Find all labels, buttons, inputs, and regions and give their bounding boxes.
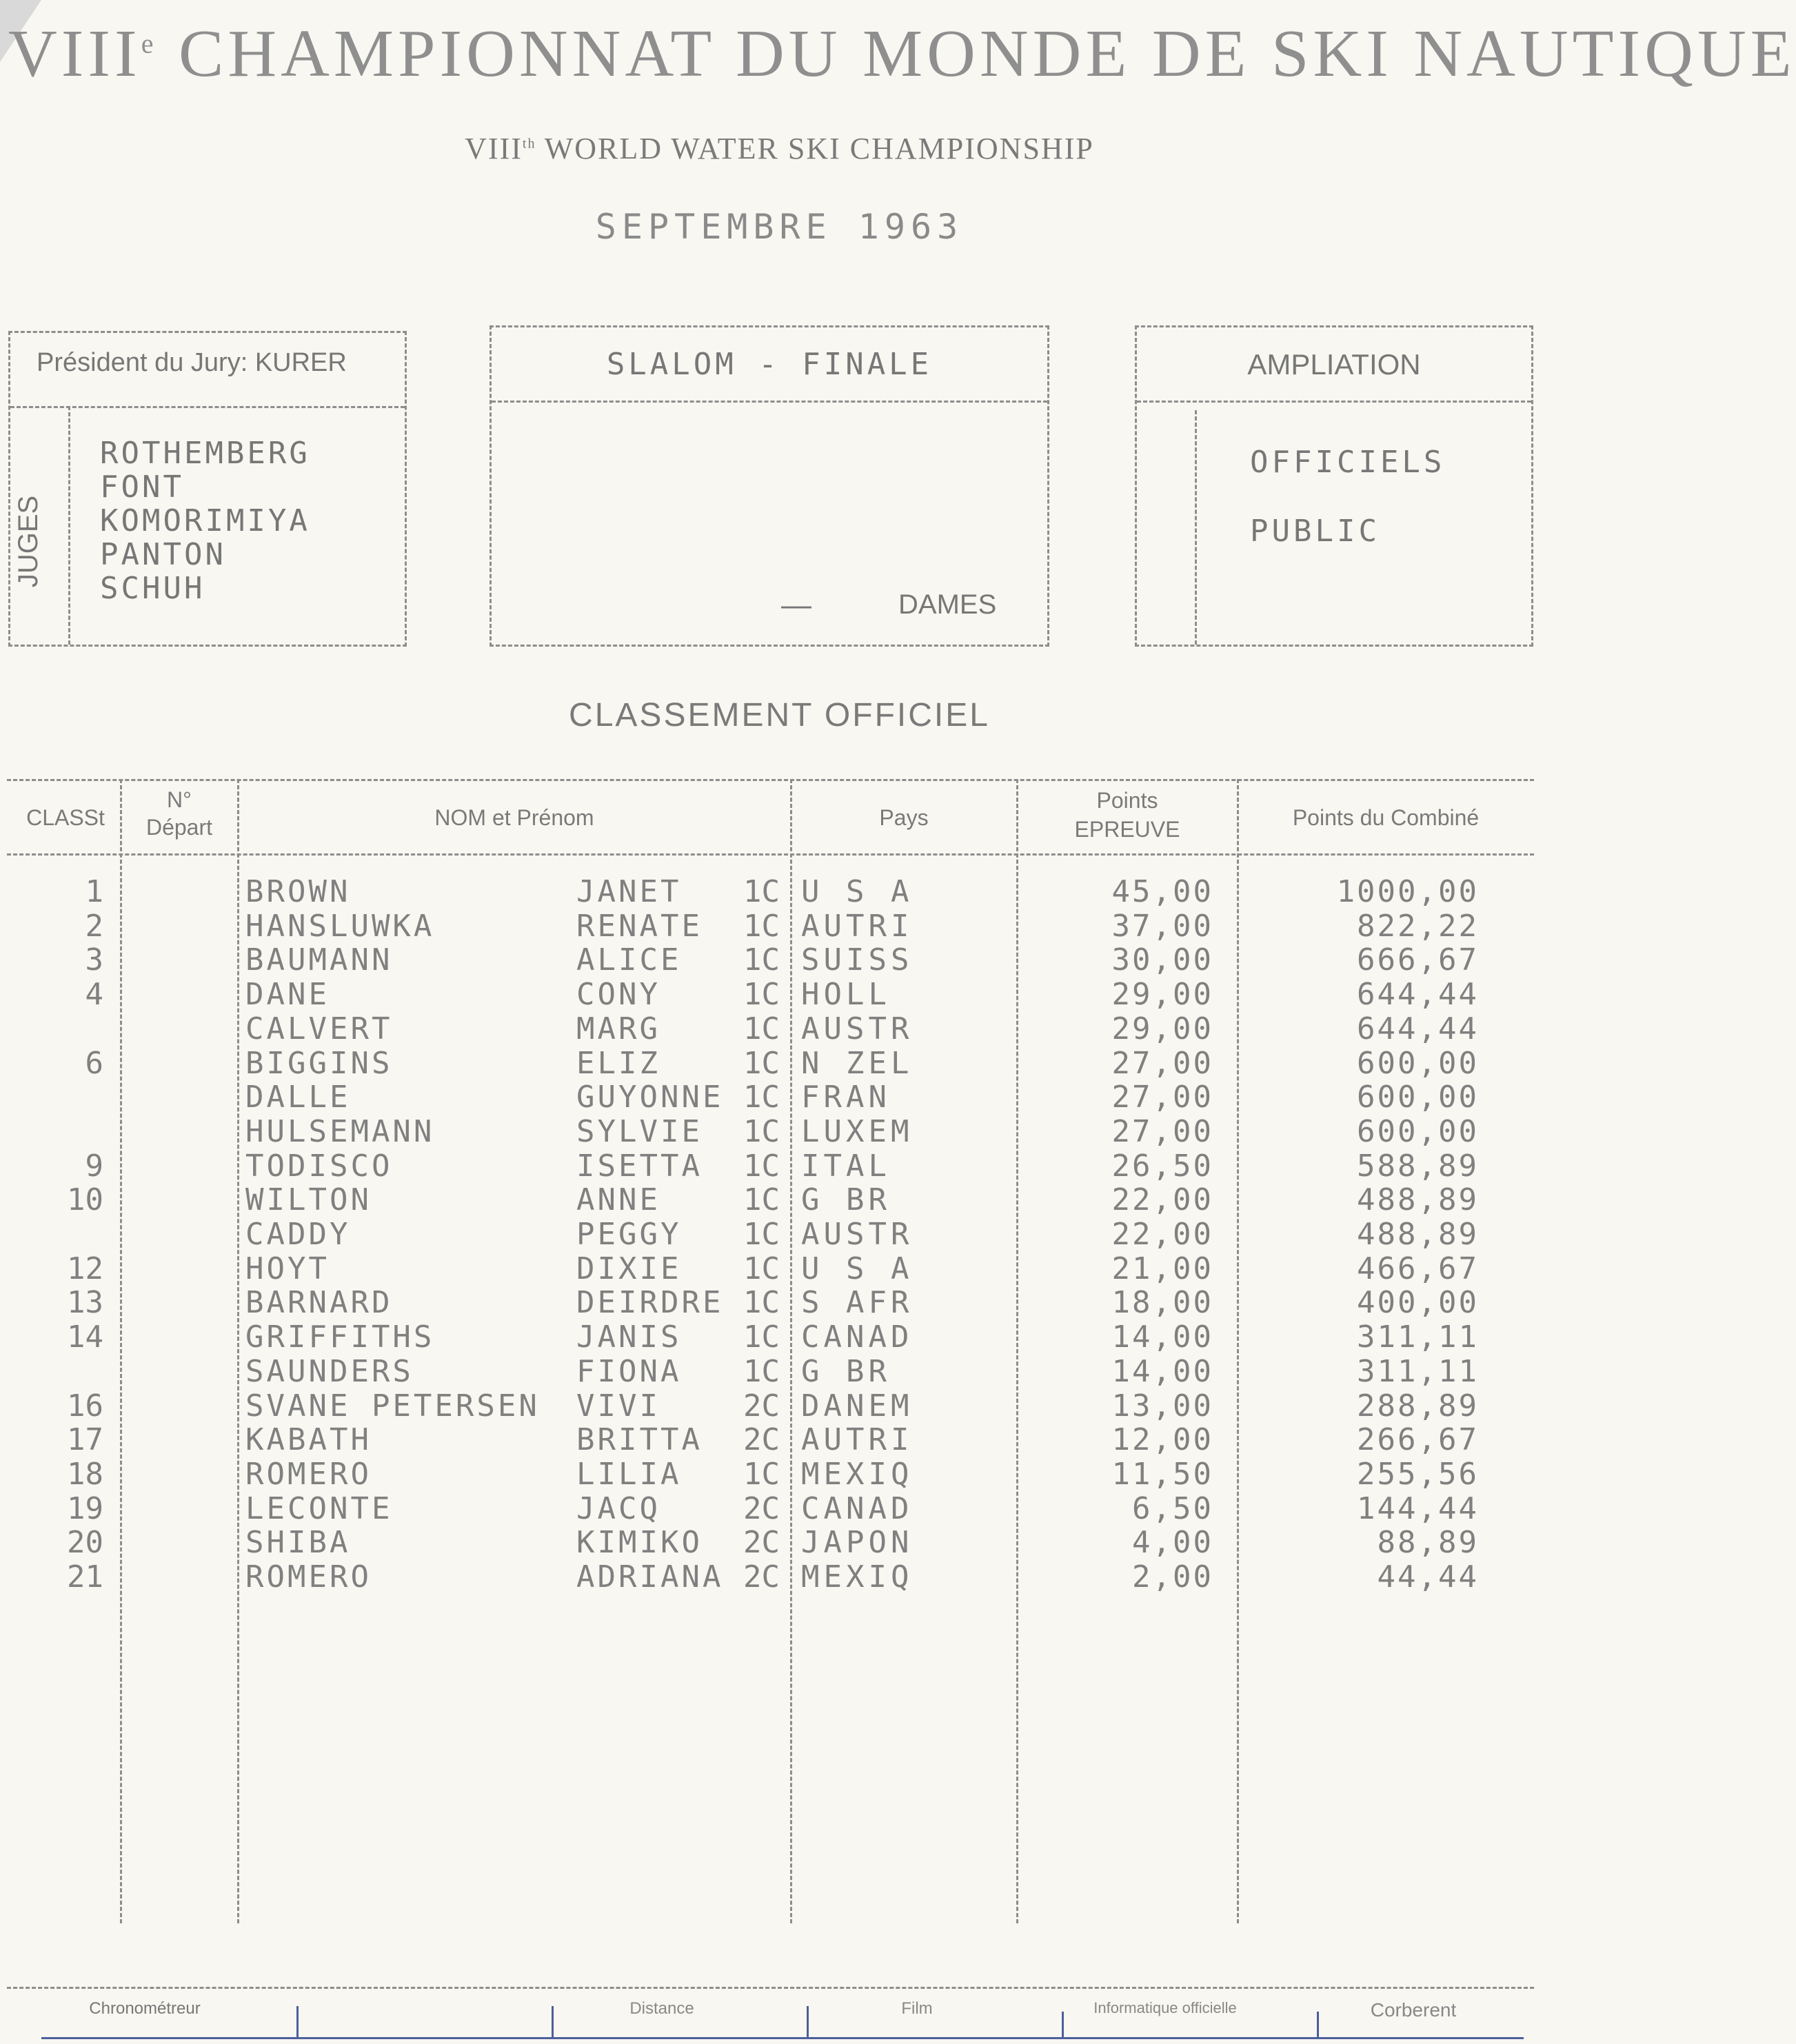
footer-top-rule [7,1987,1534,1989]
last-name-cell: LECONTE [245,1490,393,1526]
country-cell: JAPON [801,1525,914,1561]
combine-points-cell: 266,67 [1357,1422,1479,1458]
juges-label: JUGES [13,495,44,588]
footer-tick [807,2006,809,2037]
country-cell: AUTRI [801,908,914,944]
footer-label: Film [901,1999,933,2018]
rank-cell: 16 [67,1388,103,1424]
points-cell: 13,00 [1111,1388,1213,1424]
category-cell: 1C [743,977,780,1013]
judges-list [100,436,310,605]
first-name-cell: FIONA [576,1353,682,1389]
header-depart-no [123,786,236,841]
first-name-cell: ALICE [576,942,682,978]
points-cell: 2,00 [1132,1559,1213,1595]
table-row [0,1491,1559,1526]
ampliation-box [1135,325,1533,647]
category-cell: 1C [743,1319,780,1355]
category-cell: 1C [743,1148,780,1184]
table-row [0,1354,1559,1388]
juges-column-divider [68,406,70,645]
championship-subtitle [0,131,1559,166]
combine-points-cell: 822,22 [1357,908,1479,944]
points-cell: 37,00 [1111,908,1213,944]
table-row [0,1559,1559,1594]
combine-points-cell: 311,11 [1357,1353,1479,1389]
combine-points-cell: 666,67 [1357,942,1479,978]
last-name-cell: KABATH [245,1422,372,1458]
first-name-cell: MARG [576,1011,660,1046]
points-cell: 14,00 [1111,1319,1213,1355]
country-cell: LUXEM [801,1113,914,1149]
footer-label: Corberent [1370,1999,1457,2021]
last-name-cell: HANSLUWKA [245,908,435,944]
footer-tick [296,2006,299,2037]
first-name-cell: VIVI [576,1388,660,1424]
rank-cell: 17 [67,1422,103,1458]
rank-cell: 2 [85,908,103,944]
last-name-cell: SVANE PETERSEN [245,1388,540,1424]
last-name-cell: ROMERO [245,1456,372,1492]
country-cell: CANAD [801,1490,914,1526]
first-name-cell: ANNE [576,1182,660,1218]
last-name-cell: HOYT [245,1251,330,1286]
country-cell: AUSTR [801,1217,914,1252]
rank-cell: 14 [67,1319,103,1355]
table-row [0,1080,1559,1114]
ampliation-public: PUBLIC [1250,514,1380,549]
first-name-cell: CONY [576,977,660,1013]
event-title: SLALOM - FINALE [606,347,933,382]
combine-points-cell: 600,00 [1357,1080,1479,1115]
combine-points-cell: 644,44 [1357,977,1479,1013]
country-cell: U S A [801,874,914,909]
points-cell: 18,00 [1111,1285,1213,1321]
event-divider [492,401,1047,403]
first-name-cell: KIMIKO [576,1525,703,1561]
combine-points-cell: 311,11 [1357,1319,1479,1355]
points-cell: 6,50 [1132,1490,1213,1526]
table-row [0,1251,1559,1286]
last-name-cell: TODISCO [245,1148,393,1184]
judge-name: PANTON [100,537,226,572]
rank-cell: 3 [85,942,103,978]
points-cell: 11,50 [1111,1456,1213,1492]
table-row [0,1011,1559,1046]
points-cell: 14,00 [1111,1353,1213,1389]
table-row [0,1285,1559,1319]
category-cell: 2C [743,1525,780,1561]
category-cell: 1C [743,1011,780,1046]
country-cell: MEXIQ [801,1559,914,1595]
title-text: CHAMPIONNAT DU MONDE DE SKI NAUTIQUE [178,17,1796,91]
first-name-cell: ADRIANA [576,1559,724,1595]
first-name-cell: BRITTA [576,1422,703,1458]
footer-tick [552,2006,554,2037]
event-category: DAMES [898,589,997,620]
rank-cell: 12 [67,1251,103,1286]
ampliation-title: AMPLIATION [1247,348,1421,381]
table-row [0,977,1559,1011]
first-name-cell: SYLVIE [576,1113,703,1149]
last-name-cell: GRIFFITHS [245,1319,435,1355]
table-row [0,1457,1559,1491]
title-roman: VIII [8,17,141,91]
header-depart-no-text: N° [167,787,192,812]
category-cell: 2C [743,1422,780,1458]
ampliation-officiels: OFFICIELS [1250,445,1446,480]
header-combine: Points du Combiné [1292,805,1480,830]
event-date: SEPTEMBRE 1963 [595,207,964,247]
country-cell: FRAN [801,1080,891,1115]
table-row [0,1149,1559,1183]
category-cell: 2C [743,1388,780,1424]
points-cell: 29,00 [1111,1011,1213,1046]
category-cell: 1C [743,1285,780,1321]
combine-points-cell: 588,89 [1357,1148,1479,1184]
category-cell: 1C [743,942,780,978]
footer-strip [41,1999,1524,2039]
rank-cell: 18 [67,1456,103,1492]
points-cell: 26,50 [1111,1148,1213,1184]
points-cell: 22,00 [1111,1182,1213,1218]
combine-points-cell: 600,00 [1357,1045,1479,1081]
table-row [0,1182,1559,1217]
category-cell: 1C [743,1217,780,1252]
combine-points-cell: 1000,00 [1336,874,1479,909]
combine-points-cell: 255,56 [1357,1456,1479,1492]
points-cell: 27,00 [1111,1080,1213,1115]
points-cell: 22,00 [1111,1217,1213,1252]
category-cell: 1C [743,1182,780,1218]
judge-name: KOMORIMIYA [100,503,310,538]
table-row [0,1046,1559,1080]
footer-tick [1062,2012,1064,2037]
category-cell: 1C [743,1353,780,1389]
country-cell: AUTRI [801,1422,914,1458]
first-name-cell: GUYONNE [576,1080,724,1115]
points-cell: 21,00 [1111,1251,1213,1286]
footer-label: Distance [629,1999,694,2018]
last-name-cell: BIGGINS [245,1045,393,1081]
table-row [0,1319,1559,1354]
country-cell: S AFR [801,1285,914,1321]
points-cell: 29,00 [1111,977,1213,1013]
points-cell: 27,00 [1111,1113,1213,1149]
combine-points-cell: 600,00 [1357,1113,1479,1149]
footer-tick [1317,2012,1319,2037]
footer-label: Chronométreur [89,1999,201,2018]
last-name-cell: WILTON [245,1182,372,1218]
category-cell: 1C [743,1456,780,1492]
event-box [490,325,1049,647]
category-cell: 2C [743,1559,780,1595]
ampliation-divider [1137,401,1531,403]
combine-points-cell: 488,89 [1357,1182,1479,1218]
first-name-cell: JACQ [576,1490,660,1526]
combine-points-cell: 488,89 [1357,1217,1479,1252]
subtitle-sup: th [522,136,536,152]
last-name-cell: BROWN [245,874,351,909]
title-sup: e [141,28,158,59]
table-header-rule [7,853,1534,856]
championship-title [0,15,1796,92]
first-name-cell: ISETTA [576,1148,703,1184]
first-name-cell: LILIA [576,1456,682,1492]
first-name-cell: PEGGY [576,1217,682,1252]
table-top-rule [7,779,1534,781]
header-class: CLASSt [26,805,105,830]
rank-cell: 19 [67,1490,103,1526]
first-name-cell: JANET [576,874,682,909]
first-name-cell: JANIS [576,1319,682,1355]
rank-cell: 1 [85,874,103,909]
first-name-cell: ELIZ [576,1045,660,1081]
rank-cell: 20 [67,1525,103,1561]
header-name: NOM et Prénom [434,805,594,830]
rank-cell: 9 [85,1148,103,1184]
rank-cell: 4 [85,977,103,1013]
table-row [0,1114,1559,1149]
table-row [0,942,1559,977]
category-cell: 1C [743,874,780,909]
last-name-cell: CADDY [245,1217,351,1252]
country-cell: CANAD [801,1319,914,1355]
country-cell: N ZEL [801,1045,914,1081]
points-cell: 30,00 [1111,942,1213,978]
judge-name: ROTHEMBERG [100,436,310,471]
combine-points-cell: 144,44 [1357,1490,1479,1526]
country-cell: AUSTR [801,1011,914,1046]
category-cell: 1C [743,1045,780,1081]
jury-box [8,331,407,647]
first-name-cell: DEIRDRE [576,1285,724,1321]
header-points [1019,786,1235,844]
last-name-cell: SAUNDERS [245,1353,414,1389]
table-row [0,1422,1559,1457]
header-depart-text: Départ [145,815,213,840]
points-cell: 4,00 [1132,1525,1213,1561]
jury-president: Président du Jury: KURER [37,348,347,377]
last-name-cell: CALVERT [245,1011,393,1046]
table-row [0,1525,1559,1559]
last-name-cell: BAUMANN [245,942,393,978]
rank-cell: 21 [67,1559,103,1595]
rank-cell: 13 [67,1285,103,1321]
last-name-cell: HULSEMANN [245,1113,435,1149]
category-cell: 1C [743,908,780,944]
last-name-cell: ROMERO [245,1559,372,1595]
points-cell: 45,00 [1111,874,1213,909]
last-name-cell: BARNARD [245,1285,393,1321]
judge-name: FONT [100,469,184,505]
last-name-cell: SHIBA [245,1525,351,1561]
rank-cell: 6 [85,1045,103,1081]
first-name-cell: RENATE [576,908,703,944]
table-row [0,1217,1559,1251]
ampliation-column-divider [1195,410,1197,645]
combine-points-cell: 288,89 [1357,1388,1479,1424]
classement-title: CLASSEMENT OFFICIEL [569,697,990,733]
category-cell: 2C [743,1490,780,1526]
category-cell: 1C [743,1080,780,1115]
table-row [0,1388,1559,1423]
country-cell: U S A [801,1251,914,1286]
points-cell: 27,00 [1111,1045,1213,1081]
country-cell: G BR [801,1182,891,1218]
subtitle-text: WORLD WATER SKI CHAMPIONSHIP [544,132,1094,165]
table-row [0,909,1559,943]
points-cell: 12,00 [1111,1422,1213,1458]
combine-points-cell: 44,44 [1377,1559,1479,1595]
header-points-top: Points [1096,788,1158,813]
country-cell: SUISS [801,942,914,978]
category-cell: 1C [743,1113,780,1149]
first-name-cell: DIXIE [576,1251,682,1286]
country-cell: MEXIQ [801,1456,914,1492]
header-points-bottom: EPREUVE [1074,817,1180,842]
last-name-cell: DALLE [245,1080,351,1115]
combine-points-cell: 88,89 [1377,1525,1479,1561]
table-row [0,874,1559,909]
combine-points-cell: 400,00 [1357,1285,1479,1321]
subtitle-roman: VIII [465,132,523,165]
country-cell: DANEM [801,1388,914,1424]
footer-label: Informatique officielle [1093,1999,1237,2016]
country-cell: ITAL [801,1148,891,1184]
judge-name: SCHUH [100,571,205,606]
last-name-cell: DANE [245,977,330,1013]
rank-cell: 10 [67,1182,103,1218]
header-country: Pays [879,805,929,830]
combine-points-cell: 466,67 [1357,1251,1479,1286]
combine-points-cell: 644,44 [1357,1011,1479,1046]
country-cell: HOLL [801,977,891,1013]
category-cell: 1C [743,1251,780,1286]
event-dash: — [781,588,811,622]
country-cell: G BR [801,1353,891,1389]
